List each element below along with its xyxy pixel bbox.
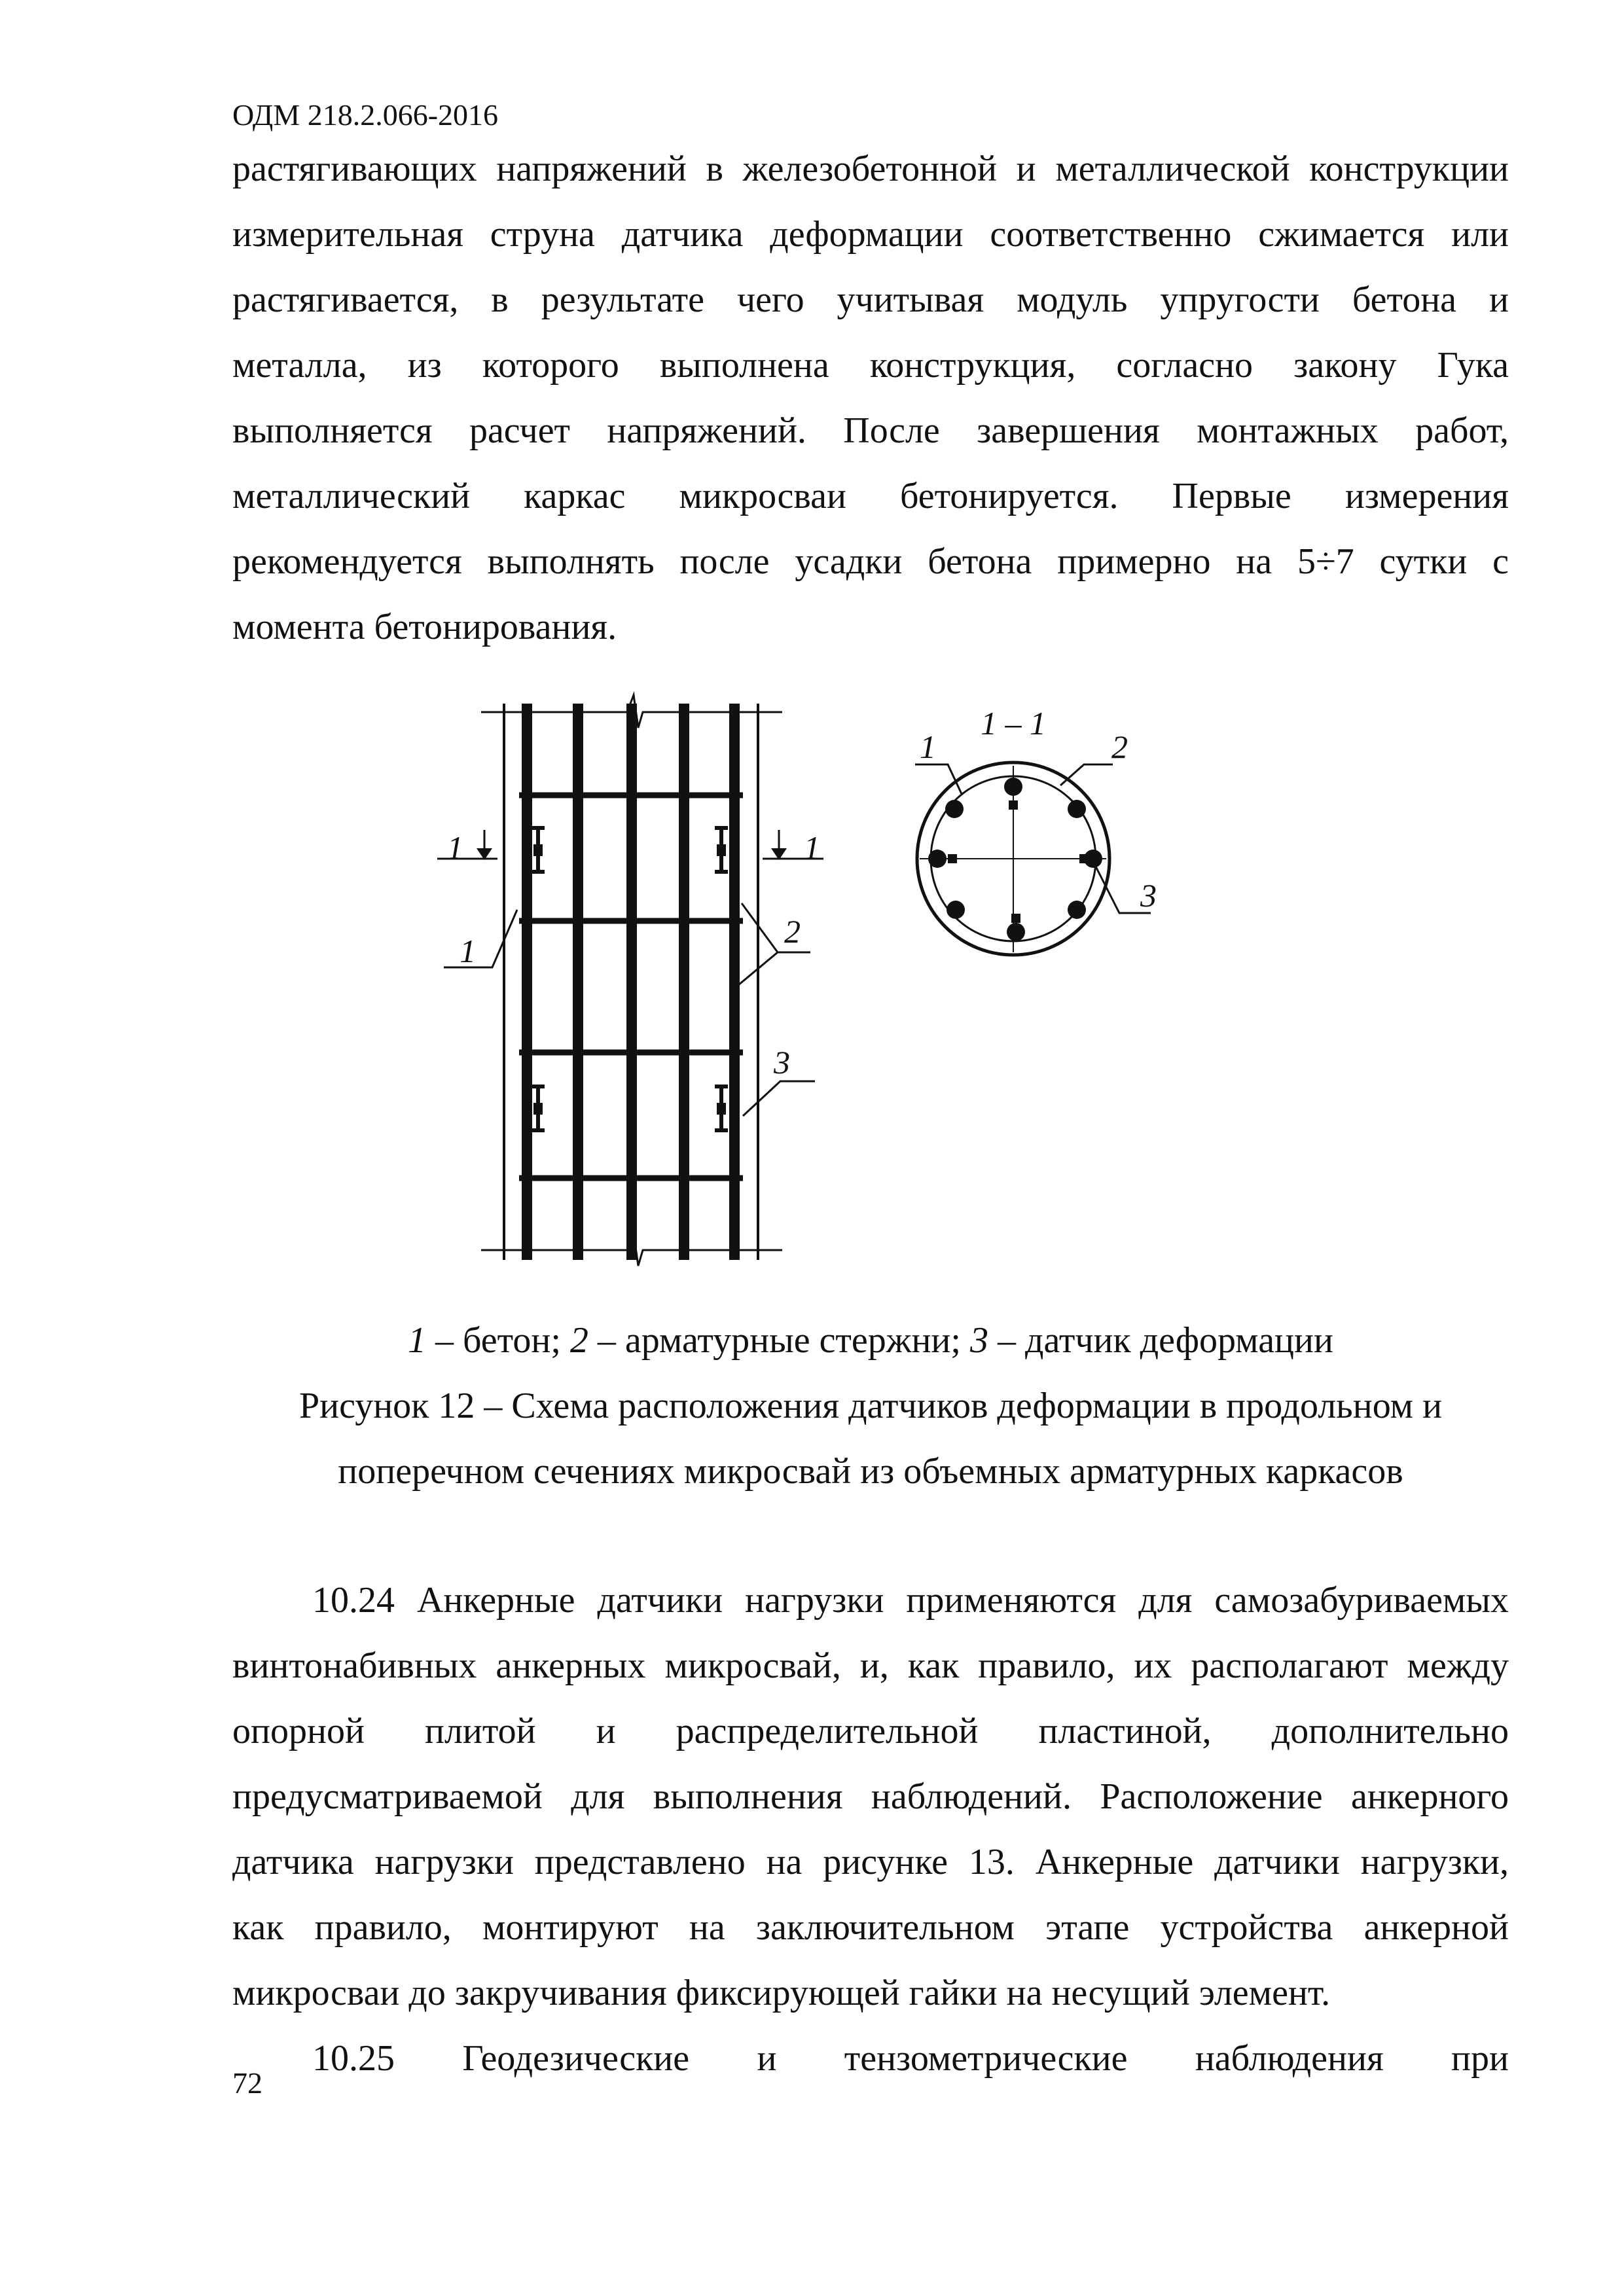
text-line: измерительная струна датчика деформации соответственно сжимается или	[232, 214, 1509, 255]
text-line: растягивающих напряжений в железобетонной и металлической конструкции	[232, 149, 1509, 189]
text-line: металла, из которого выполнена конструкция, согласно закону Гука	[232, 345, 1509, 386]
text-line: металлический каркас микросваи бетонируется. Первые измерения	[232, 476, 1509, 516]
text-line: опорной плитой и распределительной пластиной, дополнительно	[232, 1711, 1509, 1751]
section-label-rebars: 2	[1111, 728, 1128, 765]
text-line: выполняется расчет напряжений. После завершения монтажных работ,	[232, 410, 1509, 451]
text-line: датчика нагрузки представлено на рисунке 13. Анкерные датчики нагрузки,	[232, 1842, 1509, 1882]
document-header: ОДМ 218.2.066-2016	[232, 98, 499, 132]
strain-gauge	[715, 828, 728, 872]
text-line: как правило, монтируют на заключительном этапе устройства анкерной	[232, 1907, 1509, 1948]
figure-legend: 1 – бетон; 2 – арматурные стержни; 3 – датчик деформации	[408, 1320, 1333, 1361]
strain-gauge	[715, 1086, 728, 1130]
page-number: 72	[232, 2066, 262, 2100]
cut-label-right: 1	[804, 829, 820, 866]
section-title: 1 – 1	[981, 705, 1046, 742]
section-label-gauge: 3	[1140, 877, 1157, 914]
text-line: винтонабивных анкерных микросвай, и, как правило, их располагают между	[232, 1645, 1509, 1686]
text-line: растягивается, в результате чего учитывая модуль упругости бетона и	[232, 279, 1509, 320]
paragraph-10-24	[232, 1568, 1509, 2026]
cut-label-left: 1	[447, 829, 463, 866]
text-line: микросваи до закручивания фиксирующей гайки на несущий элемент.	[232, 1973, 1331, 2013]
label-concrete: 1	[460, 933, 476, 969]
strain-gauge	[532, 1086, 545, 1130]
text-line: момента бетонирования.	[232, 607, 617, 647]
label-rebars: 2	[784, 913, 801, 950]
section-gauges	[948, 800, 1089, 923]
text-line: предусматриваемой для выполнения наблюдений. Расположение анкерного	[232, 1776, 1509, 1817]
text-line: рекомендуется выполнять после усадки бетона примерно на 5÷7 сутки с	[232, 541, 1509, 582]
label-gauge: 3	[774, 1044, 790, 1081]
figure-title-line: поперечном сечениях микросвай из объемных арматурных каркасов	[338, 1451, 1403, 1492]
text-line: 10.25 Геодезические и тензометрические наблюдения при	[312, 2038, 1509, 2079]
section-label-concrete: 1	[920, 728, 936, 765]
figure-title-line: Рисунок 12 – Схема расположения датчиков деформации в продольном и	[298, 1386, 1443, 1426]
figure-caption	[196, 1308, 1545, 1504]
paragraph-10-25	[232, 2026, 1509, 2091]
text-line: 10.24 Анкерные датчики нагрузки применяются для самозабуриваемых	[312, 1580, 1509, 1621]
strain-gauge	[532, 828, 545, 872]
